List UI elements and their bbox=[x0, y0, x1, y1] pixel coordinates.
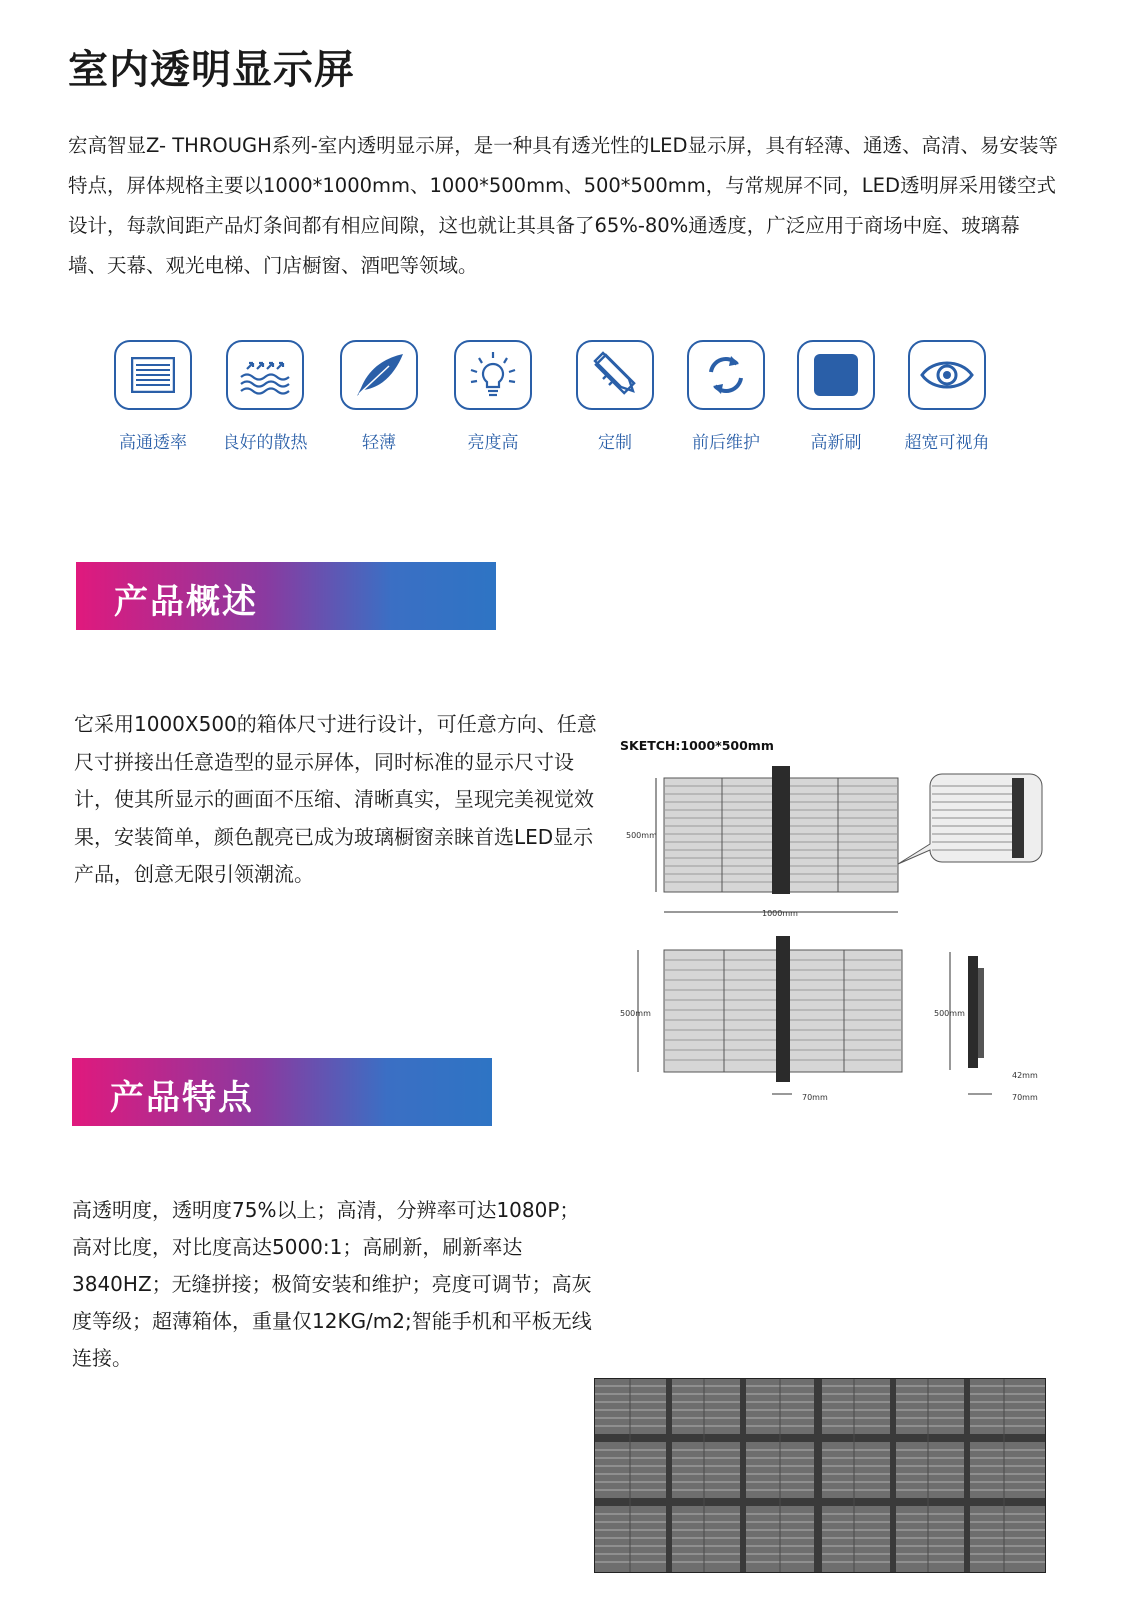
feature-label: 前后维护 bbox=[692, 433, 760, 453]
refresh-arrows-icon bbox=[687, 340, 765, 410]
feature-label: 超宽可视角 bbox=[904, 433, 990, 453]
feature-item bbox=[671, 340, 781, 453]
light-bulb-icon bbox=[454, 340, 532, 410]
feature-icons-row bbox=[100, 340, 1010, 470]
feature-label: 定制 bbox=[598, 433, 632, 453]
dim-height-2: 500mm bbox=[620, 1009, 651, 1018]
product-photo bbox=[594, 1378, 1046, 1573]
square-icon bbox=[797, 340, 875, 410]
overview-paragraph: 它采用1000X500的箱体尺寸进行设计，可任意方向、任意尺寸拼接出任意造型的显示屏体，同时标准的显示尺寸设计，使其所显示的画面不压缩、清晰真实，呈现完美视觉效果，安装简单，颜色靓亮已成为玻璃橱窗亲睐首选LED显示产品，创意无限引领潮流。 bbox=[74, 712, 597, 886]
feature-item bbox=[438, 340, 548, 453]
dim-width-1: 1000mm bbox=[762, 909, 798, 918]
feature-item bbox=[781, 340, 891, 453]
page-title: 室内透明显示屏 bbox=[68, 47, 355, 93]
feature-item bbox=[210, 340, 320, 453]
dim-depth-3: 42mm bbox=[1012, 1071, 1038, 1080]
sketch-diagram bbox=[612, 730, 1052, 1120]
sketch-title: SKETCH:1000*500mm bbox=[620, 738, 774, 753]
features-heading: 产品特点 bbox=[110, 1078, 254, 1118]
feature-label: 轻薄 bbox=[362, 433, 396, 453]
overview-heading: 产品概述 bbox=[114, 582, 258, 622]
feature-label: 高新刷 bbox=[810, 433, 862, 453]
feature-label: 良好的散热 bbox=[222, 433, 308, 453]
feature-item bbox=[892, 340, 1002, 453]
feature-label: 亮度高 bbox=[467, 433, 519, 453]
dim-height-1: 500mm bbox=[626, 831, 657, 840]
heat-waves-icon bbox=[226, 340, 304, 410]
dim-bottom-3: 70mm bbox=[1012, 1093, 1038, 1102]
intro-paragraph: 宏高智显Z- THROUGH系列-室内透明显示屏，是一种具有透光性的LED显示屏，具有轻薄、通透、高清、易安装等特点，屏体规格主要以1000*1000mm、1000*500mm、500*500mm，与常规屏不同，LED透明屏采用镂空式设计，每款间距产品灯条间都有相应间隙，这也就让其具备了65%-80%通透度，广泛应用于商场中庭、玻璃幕墙、天幕、观光电梯、门店橱窗、酒吧等领域。 bbox=[68, 134, 1059, 277]
feature-item bbox=[98, 340, 208, 453]
features-banner bbox=[72, 1058, 492, 1126]
ruler-pencil-icon bbox=[576, 340, 654, 410]
overview-banner bbox=[76, 562, 496, 630]
feature-item bbox=[324, 340, 434, 453]
feather-icon bbox=[340, 340, 418, 410]
dim-height-3: 500mm bbox=[934, 1009, 965, 1018]
dim-bottom-2: 70mm bbox=[802, 1093, 828, 1102]
feature-item bbox=[560, 340, 670, 453]
features-paragraph: 高透明度，透明度75%以上；高清，分辨率可达1080P；高对比度，对比度高达5000:1；高刷新，刷新率达3840HZ；无缝拼接；极简安装和维护；亮度可调节；高灰度等级；超薄箱体，重量仅12KG/m2;智能手机和平板无线连接。 bbox=[72, 1198, 592, 1370]
eye-icon bbox=[908, 340, 986, 410]
grid-lines-icon bbox=[114, 340, 192, 410]
feature-label: 高通透率 bbox=[119, 433, 187, 453]
